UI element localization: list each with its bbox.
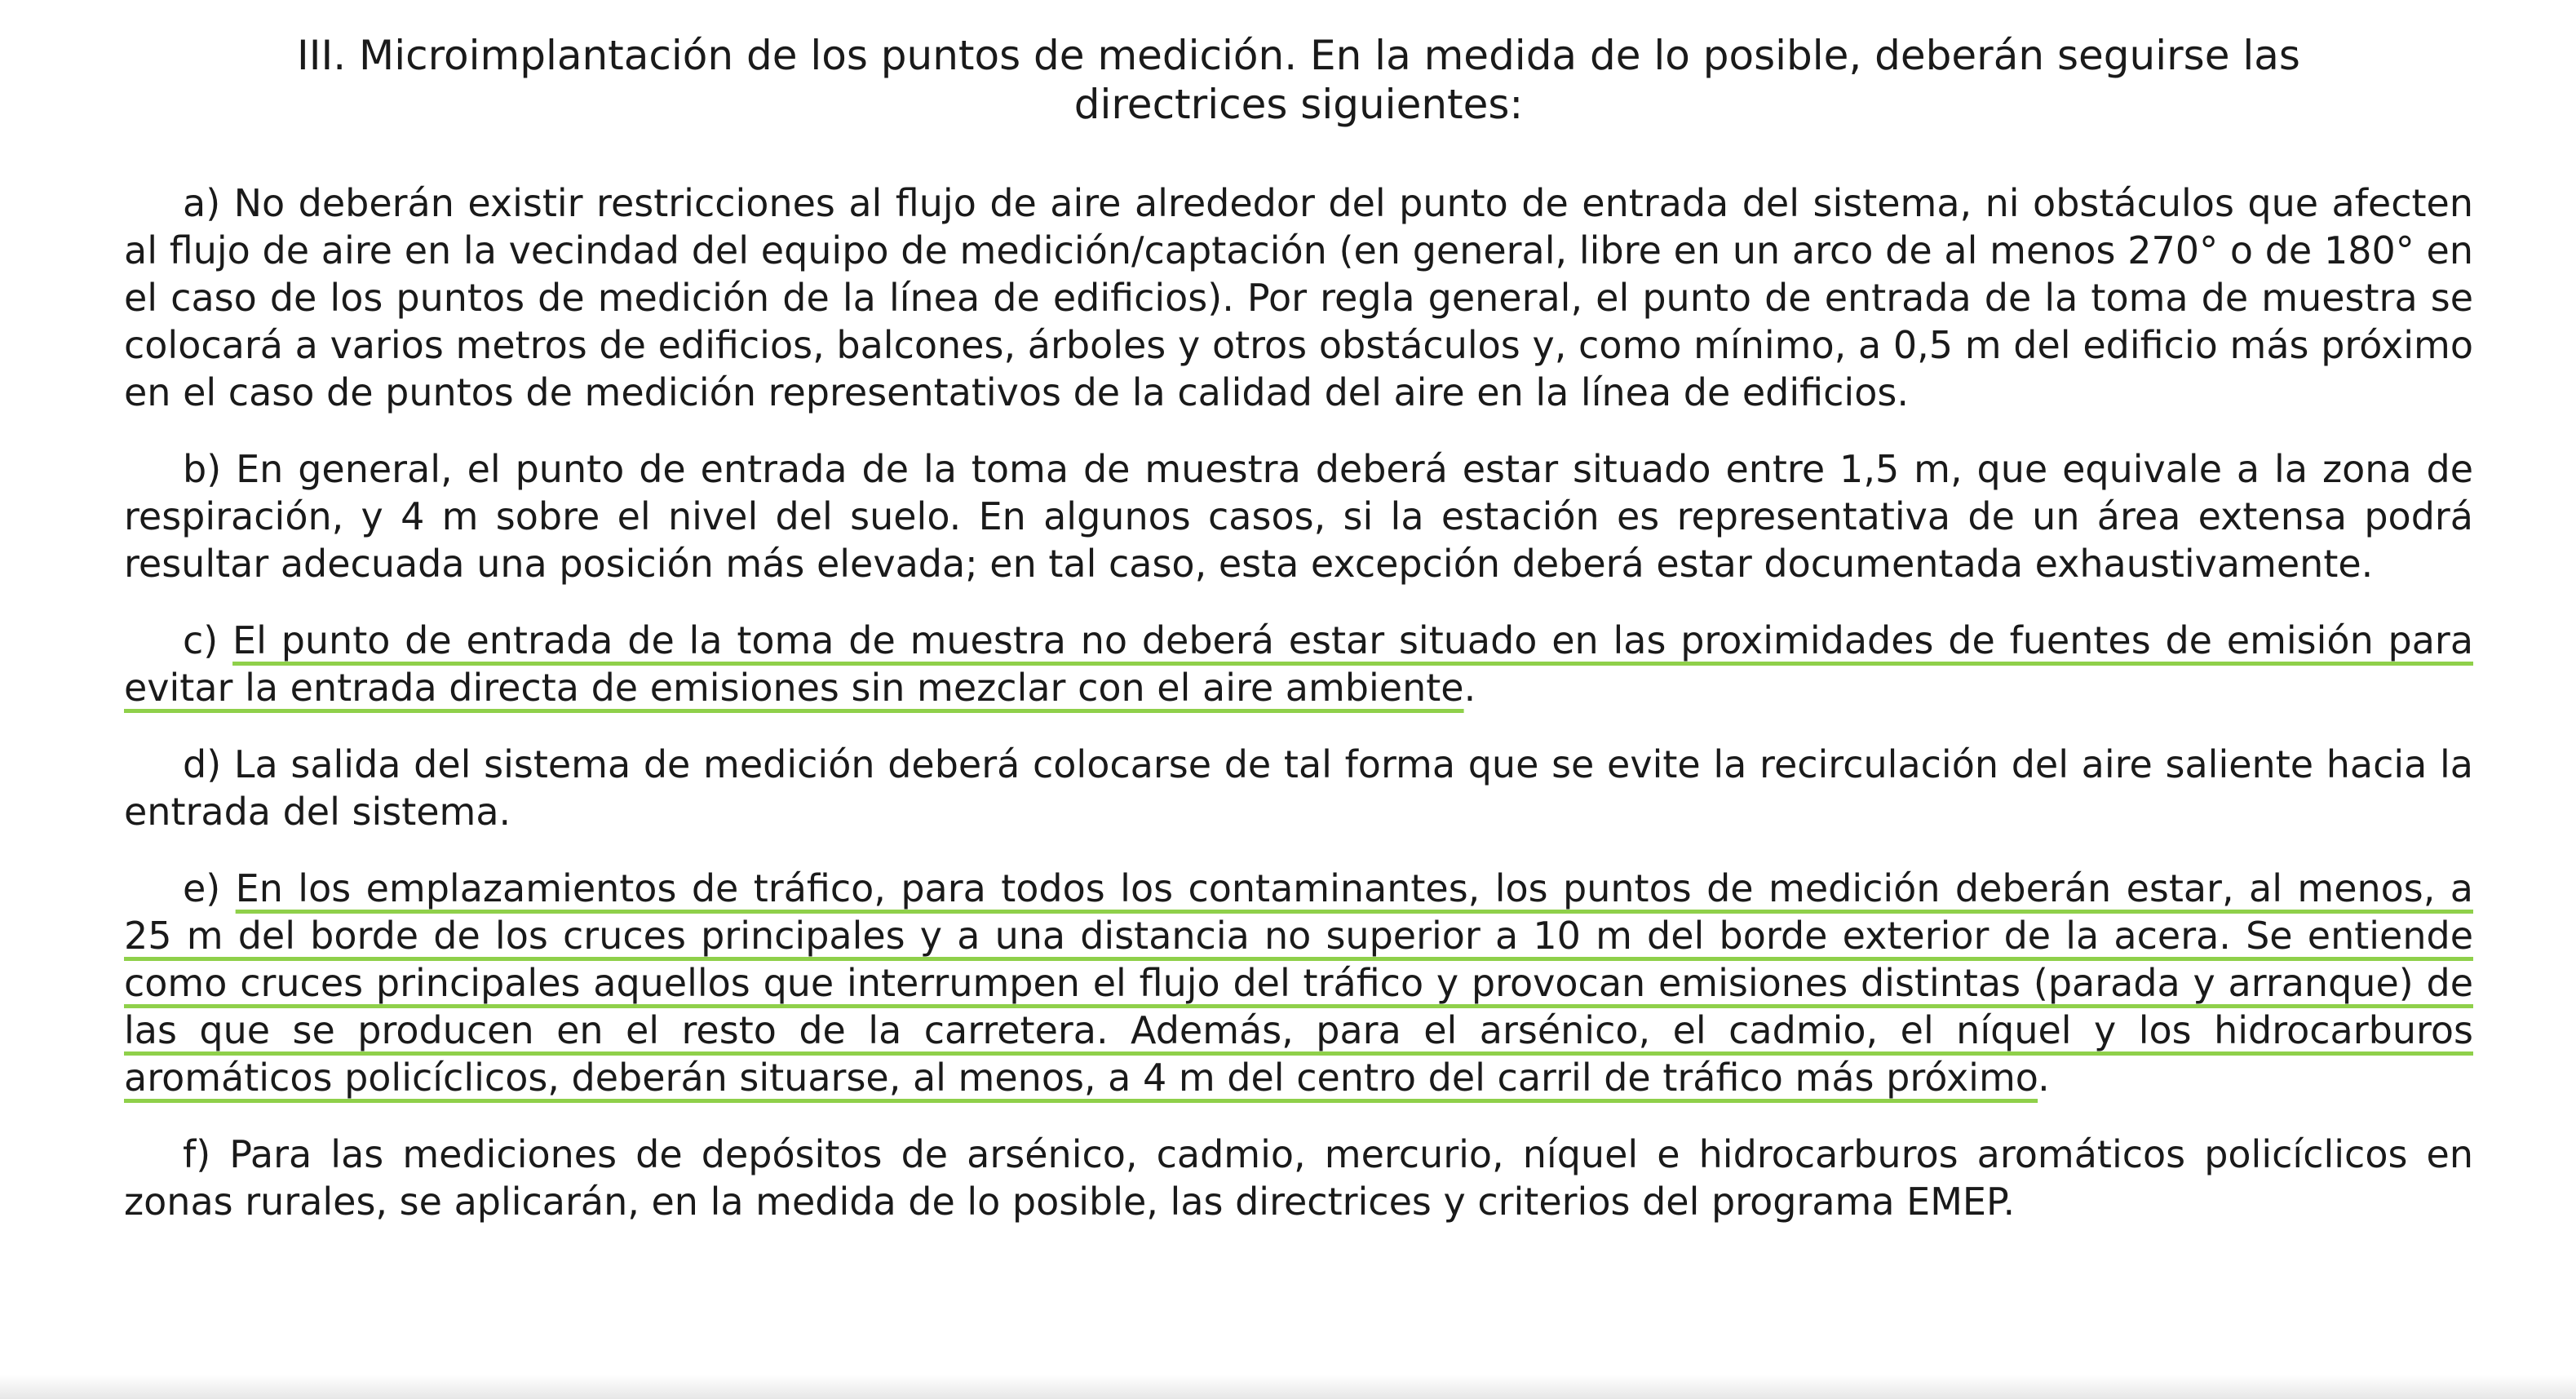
paragraph-e-suffix: . (2038, 1056, 2050, 1100)
document-page (124, 31, 2473, 1255)
paragraph-b: b) En general, el punto de entrada de la toma de muestra deberá estar situado entre 1,5 m, que equivale a la zona de respiración, y 4 m sobre el nivel del suelo. En algunos casos, si la estación es representativa de un área extensa podrá resultar adecuada una posición más elevada; en tal caso, esta excepción deberá estar documentada exhaustivamente. (124, 447, 2473, 586)
paragraph-c-highlight: El punto de entrada de la toma de muestra no deberá estar situado en las proximidades de fuentes de emisión para evitar la entrada directa de emisiones sin mezclar con el aire ambiente (124, 618, 2474, 710)
paragraph-f: f) Para las mediciones de depósitos de arsénico, cadmio, mercurio, níquel e hidrocarburos aromáticos policíclicos en zonas rurales, se aplicarán, en la medida de lo posible, las directrices y criterios del programa EMEP. (124, 1132, 2473, 1224)
page-bottom-edge (0, 1375, 2576, 1399)
paragraph-d: d) La salida del sistema de medición deberá colocarse de tal forma que se evite la recirculación del aire saliente hacia la entrada del sistema. (124, 742, 2473, 834)
paragraph-c-prefix: c) (183, 618, 233, 662)
section-heading: III. Microimplantación de los puntos de medición. En la medida de lo posible, deberán seguirse las directrices siguientes: (297, 32, 2300, 128)
paragraph-a: a) No deberán existir restricciones al flujo de aire alrededor del punto de entrada del sistema, ni obstáculos que afecten al flujo de aire en la vecindad del equipo de medición/captación (en general, libre en un arco de al menos 270° o de 180° en el caso de los puntos de medición de la línea de edificios). Por regla general, el punto de entrada de la toma de muestra se colocará a varios metros de edificios, balcones, árboles y otros obstáculos y, como mínimo, a 0,5 m del edificio más próximo en el caso de puntos de medición representativos de la calidad del aire en la línea de edificios. (124, 181, 2473, 414)
paragraph-e-highlight: En los emplazamientos de tráfico, para todos los contaminantes, los puntos de medición deberán estar, al menos, a 25 m del borde de los cruces principales y a una distancia no superior a 10 m del borde exterior de la acera. Se entiende como cruces principales aquellos que interrumpen el flujo del tráfico y provocan emisiones distintas (parada y arranque) de las que se producen en el resto de la carretera. Además, para el arsénico, el cadmio, el níquel y los hidrocarburos aromáticos policíclicos, deberán situarse, al menos, a 4 m del centro del carril de tráfico más próximo (124, 866, 2473, 1100)
paragraph-c (124, 617, 2473, 711)
paragraph-c-suffix: . (1463, 666, 1476, 710)
paragraph-e (124, 865, 2473, 1101)
paragraph-e-prefix: e) (183, 866, 236, 910)
